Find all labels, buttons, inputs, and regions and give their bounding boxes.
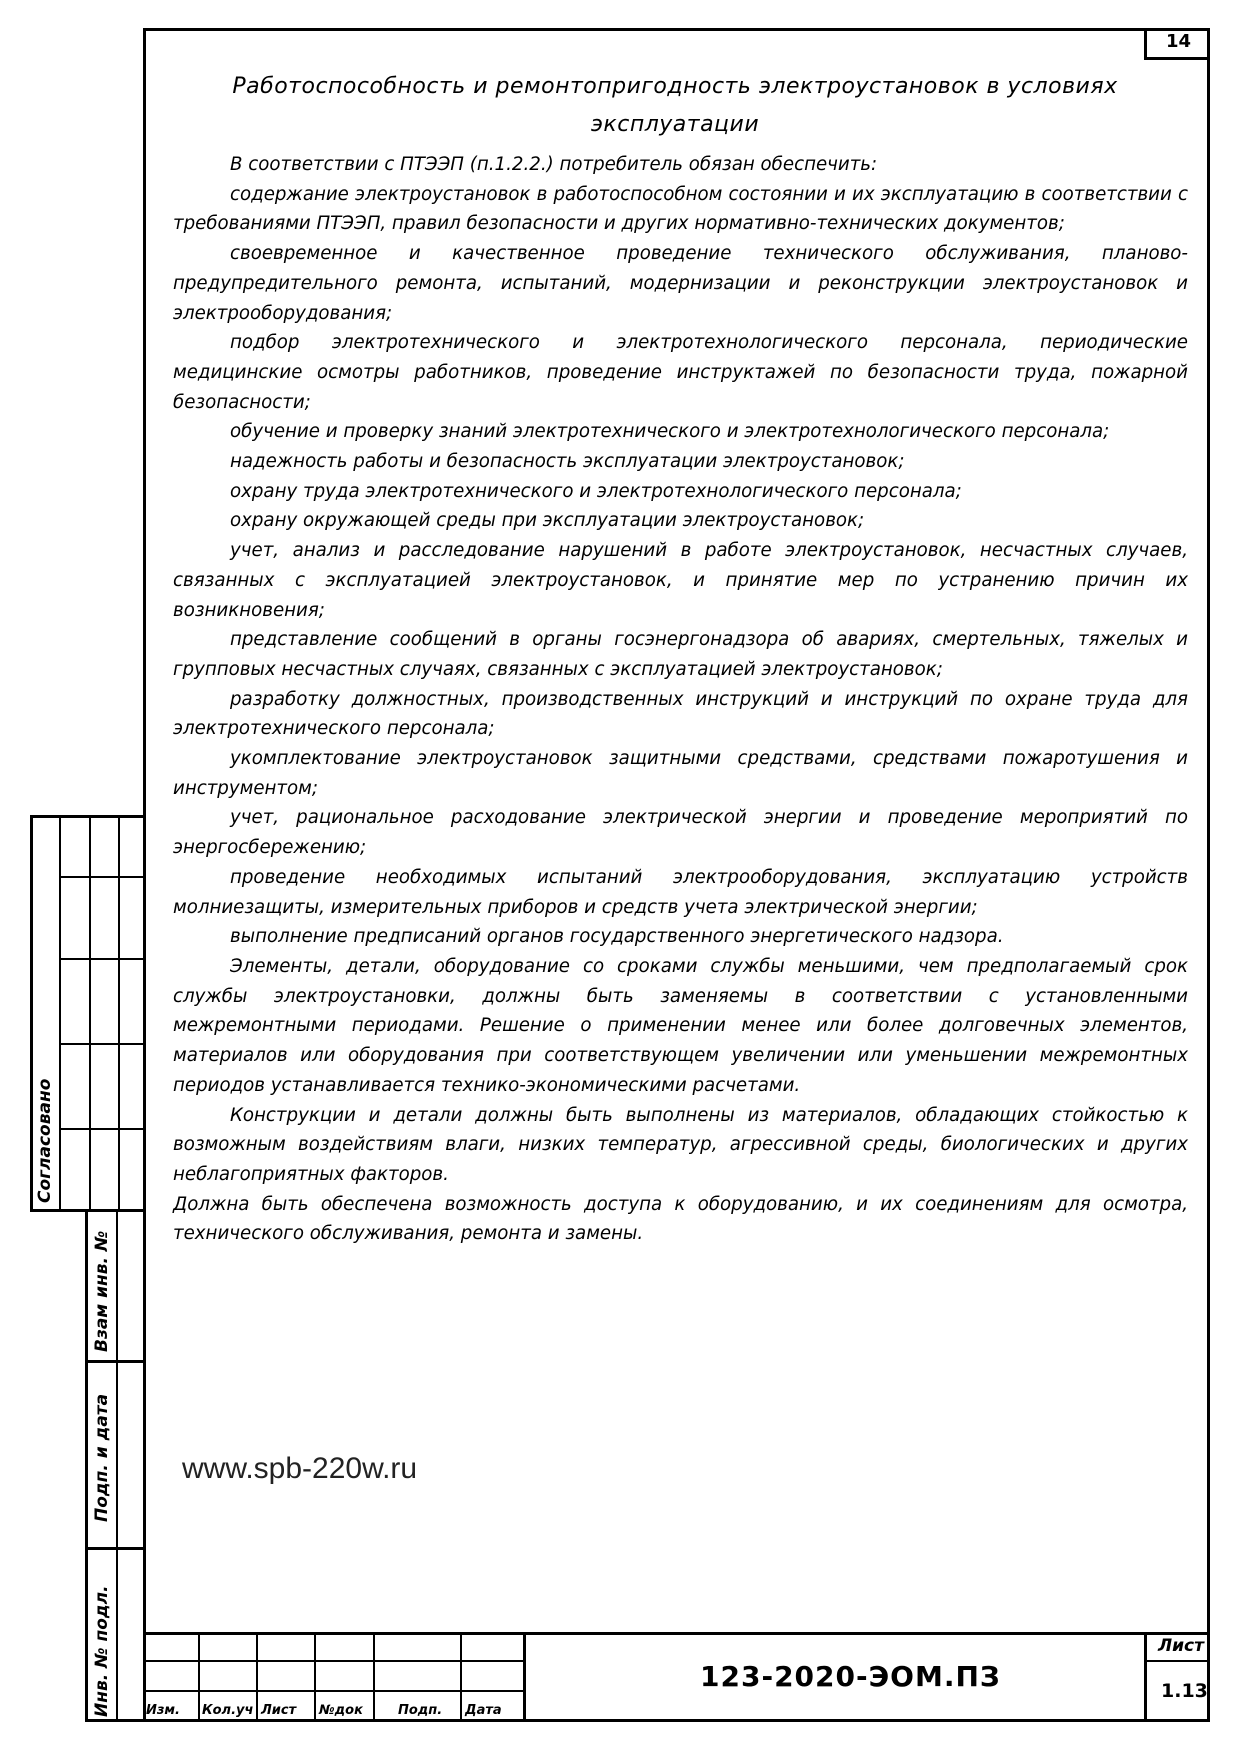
paragraph: подбор электротехнического и электротехнологического персонала, периодические медицинские осмотры работников, проведение инструктажей по безопасности труда, пожарной безопасности;: [173, 332, 1188, 413]
document-code: 123-2020-ЭОМ.ПЗ: [700, 1660, 1001, 1693]
sheet-label: Лист: [1158, 1636, 1204, 1656]
agreed-label: Согласовано: [35, 1078, 55, 1203]
inv-replace-label: Взам инв. №: [92, 1230, 112, 1352]
paragraph: выполнение предписаний органов государственного энергетического надзора.: [230, 926, 1004, 948]
website-watermark: www.spb-220w.ru: [182, 1452, 418, 1485]
paragraph: охрану окружающей среды при эксплуатации электроустановок;: [230, 510, 865, 532]
paragraph: содержание электроустановок в работоспособном состоянии и их эксплуатацию в соответствии с требованиями ПТЭЭП, правил безопасности и других нормативно-технических документов;: [173, 183, 1188, 235]
stamp-col-podp: Подп.: [398, 1703, 443, 1718]
paragraph: разработку должностных, производственных инструкций и инструкций по охране труда для электротехнического персонала;: [173, 688, 1188, 740]
paragraph: учет, анализ и расследование нарушений в работе электроустановок, несчастных случаев, связанных с эксплуатацией электроустановок, и принятие мер по устранению причин их возникновения;: [173, 540, 1188, 621]
paragraph: учет, рациональное расходование электрической энергии и проведение мероприятий по энергосбережению;: [173, 807, 1188, 859]
paragraph: проведение необходимых испытаний электрооборудования, эксплуатацию устройств молниезащиты, измерительных приборов и средств учета электрической энергии;: [173, 866, 1188, 918]
paragraph: Элементы, детали, оборудование со сроками службы меньшими, чем предполагаемый срок службы электроустановки, должны быть заменяемы в соответствии с установленными межремонтными периодами. Решение о применении менее или более долговечных элементов, материалов или оборудования при соответствующем увеличении или уменьшении межремонтных периодов устанавливается технико-экономическими расчетами.: [173, 955, 1188, 1096]
side-stamp-lower: [85, 1209, 146, 1722]
sheet-number: 1.13: [1161, 1680, 1208, 1702]
side-stamp-agreed: [30, 815, 146, 1212]
stamp-col-list: Лист: [261, 1703, 297, 1718]
paragraph: Должна быть обеспечена возможность доступа к оборудованию, и их соединениям для осмотра, технического обслуживания, ремонта и замены.: [173, 1193, 1188, 1245]
paragraph: обучение и проверку знаний электротехнического и электротехнологического персонала;: [230, 421, 1110, 443]
stamp-col-koluch: Кол.уч: [202, 1703, 254, 1718]
paragraph: представление сообщений в органы госэнергонадзора об авариях, смертельных, тяжелых и групповых несчастных случаях, связанных с эксплуатацией электроустановок;: [173, 629, 1188, 680]
inv-orig-label: Инв. № подл.: [92, 1585, 112, 1717]
body-text: [173, 150, 1188, 1249]
paragraph: укомплектование электроустановок защитными средствами, средствами пожаротушения и инструментом;: [173, 748, 1188, 799]
document-title: Работоспособность и ремонтопригодность электроустановок в условиях эксплуатации: [232, 74, 1118, 137]
paragraph: В соответствии с ПТЭЭП (п.1.2.2.) потребитель обязан обеспечить:: [230, 154, 878, 175]
paragraph: надежность работы и безопасность эксплуатации электроустановок;: [230, 451, 905, 473]
stamp-col-data: Дата: [465, 1703, 502, 1718]
title-block: [143, 1632, 1210, 1722]
stamp-col-izm: Изм.: [146, 1703, 180, 1718]
paragraph: своевременное и качественное проведение технического обслуживания, планово-предупредительного ремонта, испытаний, модернизации и реконструкции электроустановок и электрооборудования;: [173, 243, 1188, 324]
paragraph: Конструкции и детали должны быть выполнены из материалов, обладающих стойкостью к возможным воздействиям влаги, низких температур, агрессивной среды, биологических и других неблагоприятных факторов.: [173, 1104, 1188, 1185]
stamp-col-ndok: №док: [319, 1703, 363, 1718]
page-number: 14: [1144, 28, 1210, 60]
paragraph: охрану труда электротехнического и электротехнологического персонала;: [230, 480, 962, 502]
sign-date-label: Подп. и дата: [92, 1393, 112, 1522]
